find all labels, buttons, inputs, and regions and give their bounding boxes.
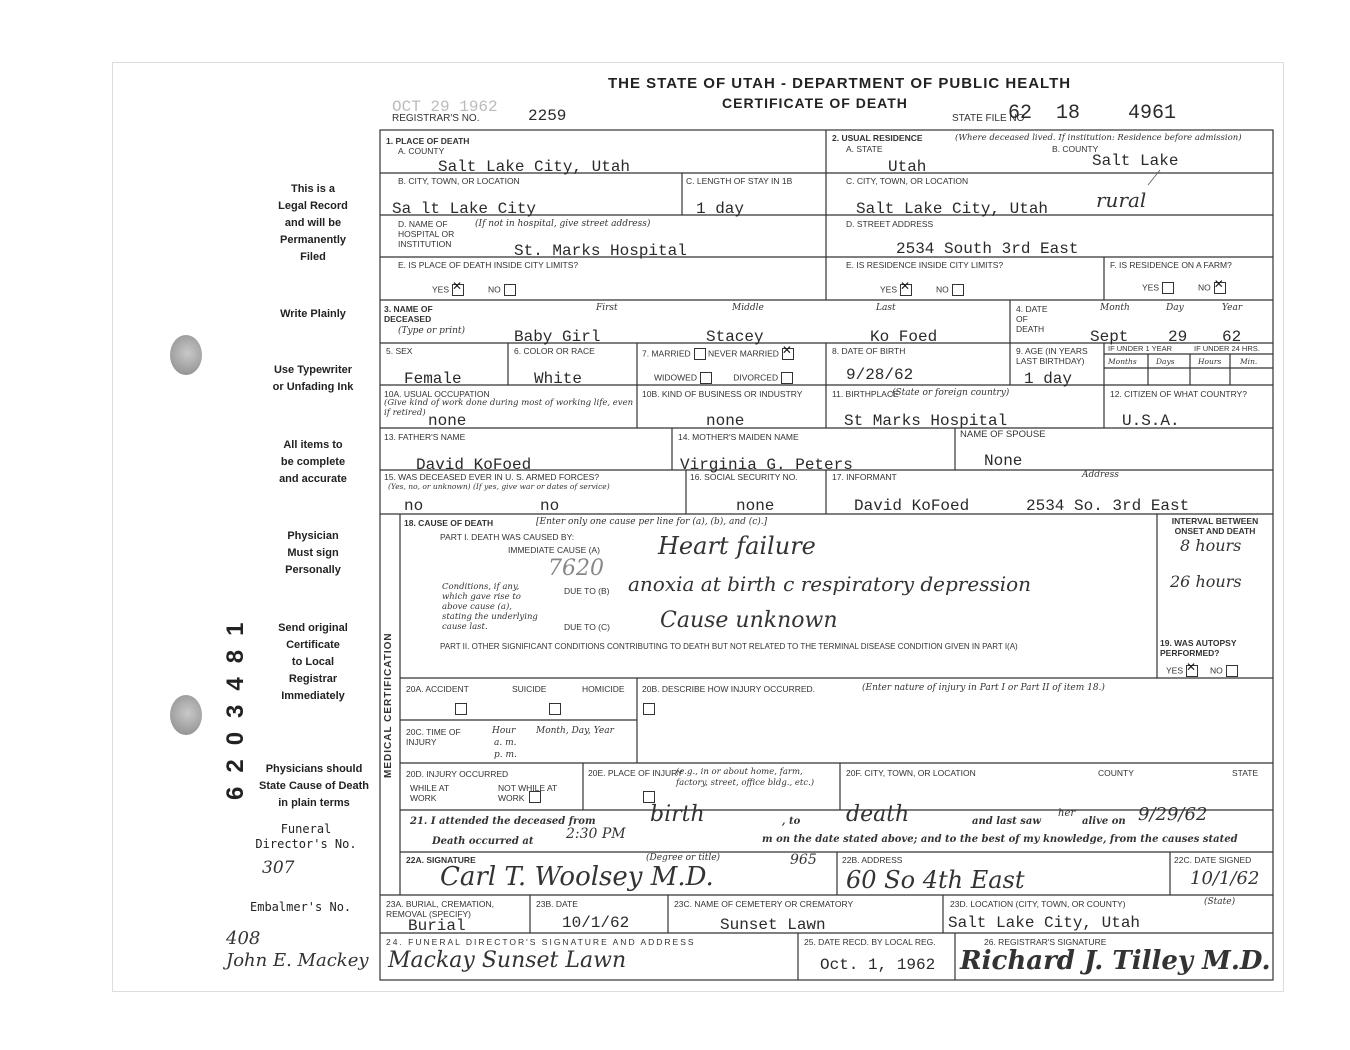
armed-forces: no bbox=[404, 497, 424, 515]
cause-a: Heart failure bbox=[658, 532, 816, 560]
age-label: 9. AGE (IN YEARS LAST BIRTHDAY) bbox=[1016, 346, 1088, 366]
business-label: 10B. KIND OF BUSINESS OR INDUSTRY bbox=[642, 389, 803, 399]
state-file-label: STATE FILE NO bbox=[952, 113, 1025, 124]
year-label: Year bbox=[1222, 303, 1243, 313]
armed-forces-note: (Yes, no, or unknown) (If yes, give war or dates of service) bbox=[388, 482, 610, 491]
legal-record-note: This is a Legal Record and will be Permanently Filed bbox=[278, 183, 348, 263]
spouse-name: None bbox=[984, 452, 1023, 470]
typewriter-note: Use Typewriter or Unfading Ink bbox=[272, 364, 354, 393]
write-plainly-note: Write Plainly bbox=[280, 308, 346, 320]
interval-b: 26 hours bbox=[1170, 572, 1242, 591]
citizen-label: 12. CITIZEN OF WHAT COUNTRY? bbox=[1110, 389, 1247, 399]
registrar-label: REGISTRAR'S NO. bbox=[392, 113, 480, 124]
farm-label: F. IS RESIDENCE ON A FARM? bbox=[1110, 260, 1232, 270]
interval-label: INTERVAL BETWEEN ONSET AND DEATH bbox=[1171, 516, 1259, 536]
injury-city-label: 20F. CITY, TOWN, OR LOCATION bbox=[846, 768, 976, 778]
date-received: Oct. 1, 1962 bbox=[820, 956, 936, 974]
length-of-stay-label: C. LENGTH OF STAY IN 1B bbox=[686, 176, 793, 186]
name-of-deceased-label: 3. NAME OF DECEASED bbox=[384, 304, 433, 324]
father-name: David KoFoed bbox=[416, 456, 532, 474]
usual-residence-label: 2. USUAL RESIDENCE bbox=[832, 133, 923, 143]
attended-from-label: 21. I attended the deceased from bbox=[410, 816, 596, 827]
hospital-note: (If not in hospital, give street address) bbox=[475, 219, 651, 229]
place-of-injury-note: (e.g., in or about home, farm, factory, street, office bldg., etc.) bbox=[676, 767, 815, 788]
first-name-label: First bbox=[596, 303, 618, 313]
time-of-injury-label: 20C. TIME OF INJURY bbox=[406, 727, 461, 747]
middle-name-label: Middle bbox=[732, 303, 764, 313]
hour-label: Hour bbox=[492, 726, 516, 736]
injury-occurred-label: 20D. INJURY OCCURRED bbox=[406, 769, 509, 779]
informant-name: David KoFoed bbox=[854, 497, 970, 515]
state-label: A. STATE bbox=[846, 144, 883, 154]
minutes-label: Min. bbox=[1240, 357, 1258, 366]
funeral-director-signature: Mackay Sunset Lawn bbox=[388, 948, 627, 973]
month-label: Month bbox=[1100, 303, 1130, 313]
residence-state: Utah bbox=[888, 158, 927, 176]
cemetery-name: Sunset Lawn bbox=[720, 916, 826, 934]
days-label: Days bbox=[1156, 357, 1175, 366]
physician-address-label: 22B. ADDRESS bbox=[842, 855, 903, 865]
deceased-sex: Female bbox=[404, 370, 462, 388]
deceased-race: White bbox=[534, 370, 583, 388]
last-saw-label: and last saw bbox=[972, 816, 1041, 827]
funeral-director-label: Funeral Director's No. bbox=[255, 822, 357, 851]
residence-city: Salt Lake City, Utah bbox=[856, 200, 1049, 218]
cause-code-note: 7620 bbox=[548, 556, 604, 581]
disposition-method: Burial bbox=[408, 917, 466, 935]
informant-label: 17. INFORMANT bbox=[832, 472, 897, 482]
homicide-label: HOMICIDE bbox=[582, 684, 625, 694]
social-security-number: none bbox=[736, 497, 775, 515]
mother-name: Virginia G. Peters bbox=[680, 456, 853, 474]
cemetery-label: 23C. NAME OF CEMETERY OR CREMATORY bbox=[674, 899, 854, 909]
cause-b: anoxia at birth c respiratory depression bbox=[628, 572, 1032, 596]
state-file-number: 62 18 4961 bbox=[1008, 102, 1177, 125]
immediate-cause-label: IMMEDIATE CAUSE (A) bbox=[508, 545, 600, 555]
occupation-note: (Give kind of work done during most of working life, even if retired) bbox=[384, 398, 634, 418]
suicide-label: SUICIDE bbox=[512, 684, 547, 694]
sex-label: 5. SEX bbox=[386, 346, 413, 356]
attended-to-label: , to bbox=[782, 816, 801, 827]
marital-row-2: WIDOWED DIVORCED bbox=[654, 372, 793, 384]
suicide-checkbox[interactable] bbox=[549, 703, 561, 715]
mother-label: 14. MOTHER'S MAIDEN NAME bbox=[678, 432, 799, 442]
burial-date-label: 23B. DATE bbox=[536, 899, 578, 909]
part1-label: PART I. DEATH WAS CAUSED BY: bbox=[440, 532, 575, 542]
burial-location: Salt Lake City, Utah bbox=[948, 914, 1141, 932]
type-or-print-note: (Type or print) bbox=[398, 326, 465, 336]
last-name-label: Last bbox=[876, 303, 896, 313]
res-city-no[interactable]: NO bbox=[936, 284, 964, 296]
death-county: Salt Lake City, Utah bbox=[438, 158, 631, 176]
residence-county: Salt Lake bbox=[1092, 152, 1179, 170]
disposition-label: 23A. BURIAL, CREMATION, REMOVAL (SPECIFY) bbox=[386, 899, 495, 919]
certificate-title: CERTIFICATE OF DEATH bbox=[722, 95, 908, 111]
under-24-hrs-label: IF UNDER 24 HRS. bbox=[1194, 344, 1260, 353]
knowledge-statement: m on the date stated above; and to the best of my knowledge, from the causes stated bbox=[762, 834, 1238, 845]
res-city-label: C. CITY, TOWN, OR LOCATION bbox=[846, 176, 969, 186]
business: none bbox=[706, 412, 745, 430]
under-1-year-label: IF UNDER 1 YEAR bbox=[1108, 344, 1173, 353]
received-stamp: OCT 29 1962 bbox=[392, 98, 498, 116]
birthplace: St Marks Hospital bbox=[844, 412, 1008, 430]
date-of-birth: 9/28/62 bbox=[846, 366, 914, 384]
deceased-last-name: Ko Foed bbox=[870, 328, 938, 346]
hours-label: Hours bbox=[1198, 357, 1222, 366]
inside-city-limits-label: E. IS PLACE OF DEATH INSIDE CITY LIMITS? bbox=[398, 260, 579, 270]
attended-to: death bbox=[846, 802, 910, 827]
funeral-director-signature-label: 24. FUNERAL DIRECTOR'S SIGNATURE AND ADDRESS bbox=[386, 937, 696, 947]
not-while-at-work-label: NOT WHILE AT WORK bbox=[498, 783, 558, 803]
registrar-number: 2259 bbox=[528, 107, 567, 125]
alive-on-date: 9/29/62 bbox=[1138, 804, 1208, 825]
injury-how-note: (Enter nature of injury in Part I or Part II of item 18.) bbox=[862, 683, 1105, 693]
armed-forces-label: 15. WAS DECEASED EVER IN U. S. ARMED FORCES? bbox=[384, 472, 600, 482]
death-city-yes[interactable]: YES✕ bbox=[432, 284, 464, 296]
usual-residence-note: (Where deceased lived. If institution: Residence before admission) bbox=[955, 133, 1242, 143]
physician-sign-note: Physician Must sign Personally bbox=[285, 530, 341, 576]
death-time: 2:30 PM bbox=[566, 826, 626, 842]
citizenship: U.S.A. bbox=[1122, 412, 1180, 430]
farm-yes[interactable]: YES bbox=[1142, 282, 1174, 294]
autopsy-yes[interactable]: YES✕ bbox=[1166, 665, 1198, 677]
death-year: 62 bbox=[1222, 328, 1242, 346]
burial-date: 10/1/62 bbox=[562, 914, 630, 932]
residence-street: 2534 South 3rd East bbox=[896, 240, 1079, 258]
death-month: Sept bbox=[1090, 328, 1129, 346]
her-note: her bbox=[1058, 808, 1076, 819]
injury-how-label: 20B. DESCRIBE HOW INJURY OCCURRED. bbox=[642, 684, 816, 694]
cause-note: [Enter only one cause per line for (a), (b), and (c).] bbox=[536, 517, 768, 527]
address-label: Address bbox=[1082, 470, 1119, 480]
armed-forces-dates: no bbox=[540, 497, 560, 515]
physician-signature: Carl T. Woolsey M.D. bbox=[440, 862, 714, 892]
homicide-checkbox[interactable] bbox=[643, 703, 655, 715]
autopsy-label: 19. WAS AUTOPSY PERFORMED? bbox=[1160, 638, 1237, 658]
residence-rural-note: rural bbox=[1096, 188, 1147, 212]
occupation: none bbox=[428, 412, 467, 430]
medical-certification-label: MEDICAL CERTIFICATION bbox=[383, 632, 394, 778]
death-city: Sa lt Lake City bbox=[392, 200, 537, 218]
dob-label: 8. DATE OF BIRTH bbox=[832, 346, 906, 356]
registrar-signature: Richard J. Tilley M.D. bbox=[960, 946, 1271, 976]
city-label: B. CITY, TOWN, OR LOCATION bbox=[398, 176, 520, 186]
cause-of-death-label: 18. CAUSE OF DEATH bbox=[404, 518, 494, 528]
months-label: Months bbox=[1108, 357, 1137, 366]
deceased-first-name: Baby Girl bbox=[514, 328, 601, 346]
deceased-middle-name: Stacey bbox=[706, 328, 764, 346]
accident-checkbox[interactable] bbox=[455, 703, 467, 715]
degree-label: (Degree or title) bbox=[646, 853, 721, 863]
embalmer-label: Embalmer's No. bbox=[250, 900, 352, 914]
place-of-death-label: 1. PLACE OF DEATH bbox=[386, 136, 470, 146]
burial-state-note: (State) bbox=[1204, 897, 1236, 907]
complete-items-note: All items to be complete and accurate bbox=[279, 439, 347, 485]
day-label: Day bbox=[1166, 303, 1184, 313]
farm-no[interactable]: NO✕ bbox=[1198, 282, 1226, 294]
pm-label: p. m. bbox=[494, 750, 517, 760]
res-inside-city-label: E. IS RESIDENCE INSIDE CITY LIMITS? bbox=[846, 260, 1004, 270]
county-label: A. COUNTY bbox=[398, 146, 445, 156]
birthplace-label: 11. BIRTHPLACE bbox=[832, 389, 899, 399]
certificate-serial: 6203481 bbox=[222, 608, 249, 800]
death-day: 29 bbox=[1168, 328, 1188, 346]
place-of-injury-label: 20E. PLACE OF INJURY bbox=[588, 768, 683, 778]
death-city-no[interactable]: NO bbox=[488, 284, 516, 296]
occupation-label: 10A. USUAL OCCUPATION bbox=[384, 389, 490, 399]
street-label: D. STREET ADDRESS bbox=[846, 219, 934, 229]
funeral-director-number: 307 bbox=[262, 858, 295, 878]
ssn-label: 16. SOCIAL SECURITY NO. bbox=[690, 472, 798, 482]
mdy-label: Month, Day, Year bbox=[536, 726, 614, 736]
physician-address: 60 So 4th East bbox=[846, 866, 1025, 894]
accident-label: 20A. ACCIDENT bbox=[406, 684, 469, 694]
am-label: a. m. bbox=[494, 738, 517, 748]
spouse-label: NAME OF SPOUSE bbox=[960, 429, 1046, 440]
cause-c: Cause unknown bbox=[660, 608, 838, 633]
father-label: 13. FATHER'S NAME bbox=[384, 432, 466, 442]
informant-address: 2534 So. 3rd East bbox=[1026, 497, 1190, 515]
embalmer-signature: 408 John E. Mackey bbox=[226, 928, 369, 971]
autopsy-no[interactable]: NO bbox=[1210, 665, 1238, 677]
birthplace-note: (State or foreign country) bbox=[892, 388, 1010, 398]
while-at-work-label: WHILE AT WORK bbox=[410, 783, 449, 803]
conditions-note: Conditions, if any, which gave rise to above cause (a), stating the underlying cause last. bbox=[442, 582, 538, 632]
registrar-signature-label: 26. REGISTRAR'S SIGNATURE bbox=[984, 937, 1107, 947]
due-to-c-label: DUE TO (C) bbox=[564, 622, 610, 632]
deceased-age: 1 day bbox=[1024, 370, 1073, 388]
burial-location-label: 23D. LOCATION (CITY, TOWN, OR COUNTY) bbox=[950, 899, 1126, 909]
injury-county-label: COUNTY bbox=[1098, 768, 1134, 778]
death-occurred-label: Death occurred at bbox=[432, 836, 534, 847]
res-county-label: B. COUNTY bbox=[1052, 144, 1099, 154]
date-of-death-label: 4. DATE OF DEATH bbox=[1016, 304, 1048, 334]
due-to-b-label: DUE TO (B) bbox=[564, 586, 610, 596]
part2-label: PART II. OTHER SIGNIFICANT CONDITIONS CONTRIBUTING TO DEATH BUT NOT RELATED TO THE TERMINAL DISEASE CONDITION GIVEN IN PART I(A) bbox=[440, 642, 1018, 651]
hospital-label: D. NAME OF HOSPITAL OR INSTITUTION bbox=[398, 219, 455, 249]
not-while-at-work-checkbox[interactable] bbox=[643, 791, 655, 803]
length-of-stay: 1 day bbox=[696, 200, 745, 218]
cause-plain-terms-note: Physicians should State Cause of Death in plain terms bbox=[258, 763, 370, 809]
interval-a: 8 hours bbox=[1180, 536, 1242, 555]
physician-number: 965 bbox=[790, 852, 817, 868]
hospital-name: St. Marks Hospital bbox=[514, 242, 687, 260]
date-signed: 10/1/62 bbox=[1190, 868, 1260, 889]
date-signed-label: 22C. DATE SIGNED bbox=[1174, 855, 1252, 865]
res-city-yes[interactable]: YES✕ bbox=[880, 284, 912, 296]
date-received-label: 25. DATE RECD. BY LOCAL REG. bbox=[804, 937, 936, 947]
state-title: THE STATE OF UTAH - DEPARTMENT OF PUBLIC HEALTH bbox=[608, 75, 1072, 92]
send-original-note: Send original Certificate to Local Registrar Immediately bbox=[278, 622, 348, 702]
marital-label: 7. MARRIED NEVER MARRIED✕ bbox=[642, 348, 794, 360]
signature-label: 22A. SIGNATURE bbox=[406, 855, 476, 865]
alive-on-label: alive on bbox=[1082, 816, 1126, 827]
attended-from: birth bbox=[650, 802, 705, 827]
injury-state-label: STATE bbox=[1232, 768, 1259, 778]
race-label: 6. COLOR OR RACE bbox=[514, 346, 595, 356]
